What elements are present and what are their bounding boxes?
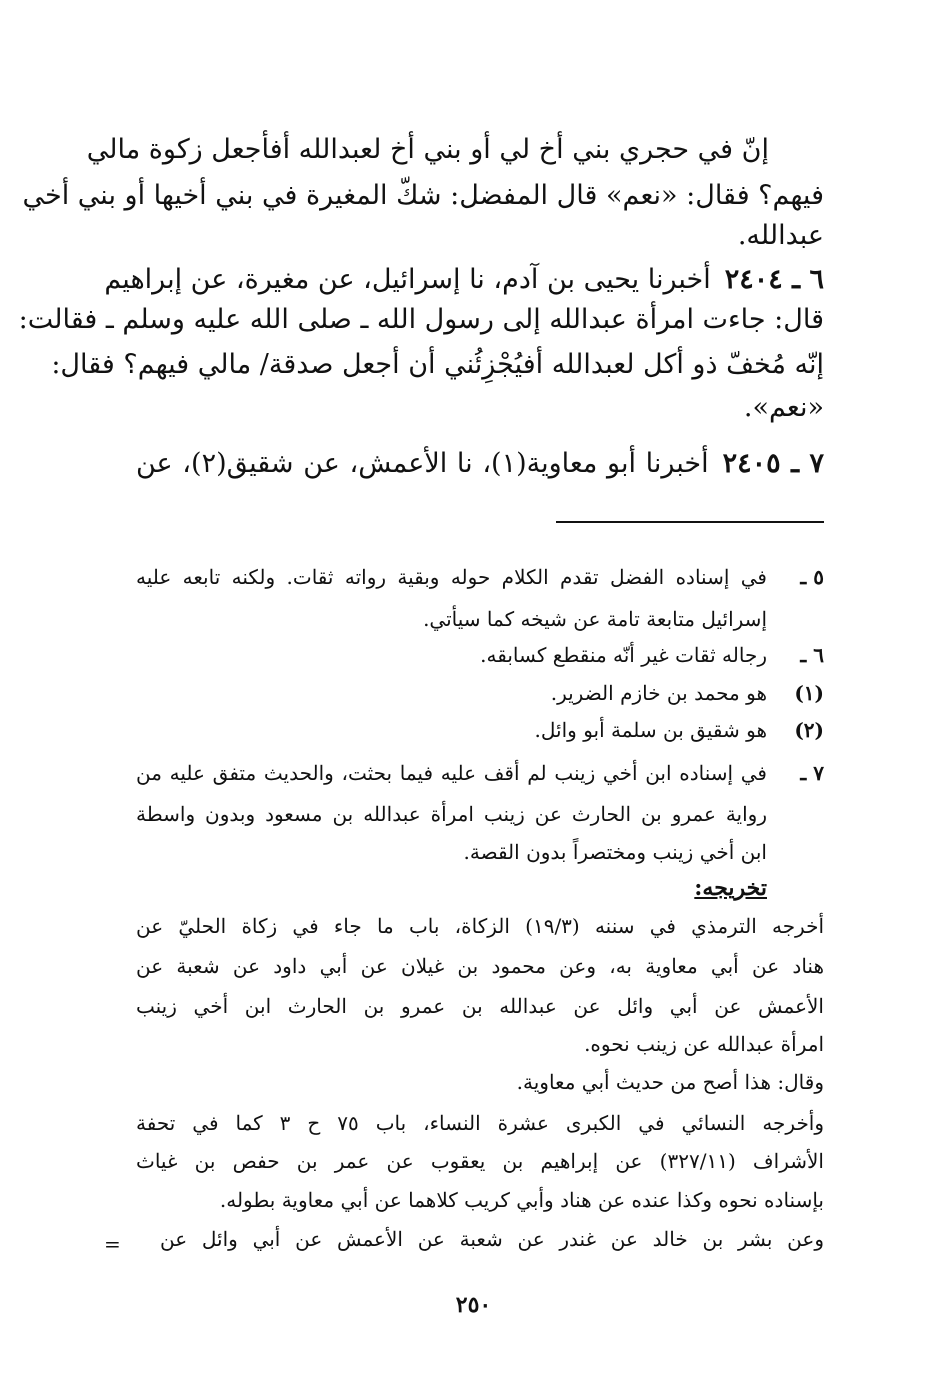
takhrij-text: امرأة عبدالله عن زينب نحوه. [584,1032,824,1056]
footnote-line [136,637,767,673]
main-line [136,386,824,430]
main-line-text: «نعم». [743,392,824,423]
takhrij-line [136,948,824,984]
footnote-label: ٦ ـ [800,643,824,667]
continuation-mark: = [104,1232,121,1256]
takhrij-line [136,1026,824,1062]
main-line-text: أخبرنا أبو معاوية(١)، نا الأعمش، عن شقيق(٢)، عن [136,448,709,479]
main-line-text: إنّ في حجري بني أخ لي أو بني أخ لعبدالله أفأجعل زكوة مالي [86,134,769,165]
footnote-text: في إسناده الفضل تقدم الكلام حوله وبقية رواته ثقات. ولكنه تابعه عليه [136,565,767,589]
takhrij-line [136,1064,824,1100]
takhrij-text: وقال: هذا أصح من حديث أبي معاوية. [516,1070,824,1094]
takhrij-text: الأعمش عن أبي وائل عن عبدالله بن عمرو بن الحارث ابن أخي زينب [136,994,824,1018]
takhrij-text: الأشراف (٣٢٧/١١) عن إبراهيم بن يعقوب عن عمر بن حفص بن غياث [136,1149,824,1173]
footnote-label: (٢) [794,718,824,742]
main-line-text: إنّه مُخفّ ذو أكل لعبدالله أفيُجْزِئُني أن أجعل صدقة/ مالي فيهم؟ فقال: [51,349,824,380]
takhrij-line [136,1105,824,1141]
footnote-text: إسرائيل متابعة تامة عن شيخه كما سيأتي. [423,607,767,631]
footnote-line [136,675,767,711]
main-line [136,214,824,258]
takhrij-text: أخرجه الترمذي في سننه (١٩/٣) الزكاة، باب ما جاء في زكاة الحليّ عن [136,914,825,938]
takhrij-line [136,988,824,1024]
footnote-line [136,834,767,870]
footnote-text: رواية عمرو بن الحارث عن زينب امرأة عبدالله بن مسعود وبدون واسطة [136,802,767,826]
hadith-entry [136,442,824,486]
footnote-line [136,755,767,791]
takhrij-text: بإسناده نحوه وكذا عنده عن هناد وأبي كريب كلاهما عن أبي معاوية بطوله. [219,1188,824,1212]
footnote-line [136,796,767,832]
main-line [22,174,824,218]
takhrij-line [136,908,824,944]
hadith-number: ٧ ـ ٢٤٠٥ [722,448,824,479]
takhrij-text: وعن بشر بن خالد عن غندر عن شعبة عن الأعمش عن أبي وائل عن [160,1227,824,1251]
takhrij-line [136,1182,824,1218]
footnote-text: رجاله ثقات غير أنّه منقطع كسابقه. [480,643,767,667]
hadith-number: ٦ ـ ٢٤٠٤ [724,264,824,295]
takhrij-text: وأخرجه النسائي في الكبرى عشرة النساء، باب ٧٥ ح ٣ كما في تحفة [136,1111,825,1135]
takhrij-heading-text: تخريجه: [694,875,767,901]
page-number: ٢٥٠ [455,1292,492,1318]
footnote-text: في إسناده ابن أخي زينب لم أقف عليه فيما بحثت، والحديث متفق عليه من [136,761,767,785]
footnote-text: هو شقيق بن سلمة أبو وائل. [534,718,767,742]
main-line-text: قال: جاءت امرأة عبدالله إلى رسول الله ـ صلى الله عليه وسلم ـ فقالت: [18,304,824,335]
main-line-text: فيهم؟ فقال: «نعم» قال المفضل: شكّ المغيرة في بني أخيها أو بني أخي [22,180,824,211]
takhrij-text: هناد عن أبي معاوية به، وعن محمود بن غيلان عن أبي داود عن شعبة عن [136,954,824,978]
footnote-line [136,559,767,595]
main-line [18,298,824,342]
footnote-separator [556,521,824,523]
footnote-label: ٧ ـ [800,761,824,785]
footnote-line [136,712,767,748]
footnote-text: هو محمد بن خازم الضرير. [550,681,767,705]
takhrij-line [160,1221,824,1257]
footnote-line [136,601,767,637]
main-line [51,343,824,387]
takhrij-heading [136,870,767,906]
footnote-label: (١) [794,681,824,705]
hadith-entry [104,258,824,302]
main-line [86,128,824,172]
takhrij-line [136,1143,824,1179]
footnote-label: ٥ ـ [800,565,824,589]
footnote-text: ابن أخي زينب ومختصراً بدون القصة. [463,840,767,864]
main-line-text: أخبرنا يحيى بن آدم، نا إسرائيل، عن مغيرة، عن إبراهيم [104,264,711,295]
main-line-text: عبدالله. [737,220,824,251]
